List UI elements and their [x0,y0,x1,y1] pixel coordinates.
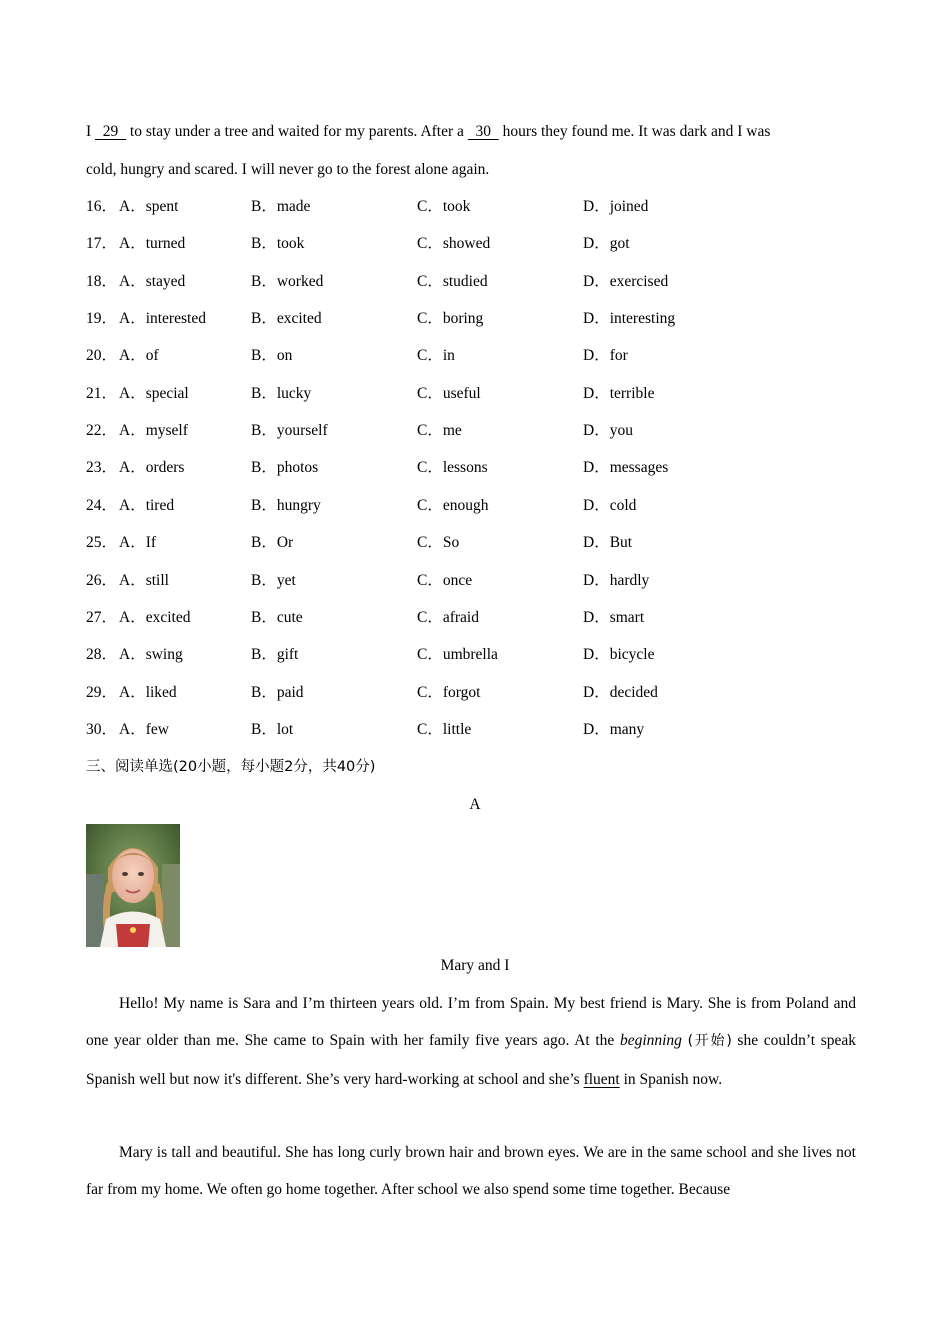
question-number: 16． [86,198,118,215]
option-b: B．gift [251,646,299,664]
option-b: B．paid [251,683,304,701]
option-b: B．excited [251,310,322,328]
question-number: 29． [86,683,118,701]
option-d: D．bicycle [583,646,655,664]
option-c: C．lessons [417,459,488,477]
paragraph-1: Hello! My name is Sara and I’m thirteen years old. I’m from Spain. My best friend is Mary. She is from Poland and one year older than me. She came to Spain with her family five years ago. At the beginning (开始) she couldn’t speak Spanish well but now it's different. She’s very hard-working at school and she’s fluent in Spanish now. [86,995,857,1088]
option-c: C．showed [417,235,491,253]
option-d: D．But [583,534,633,552]
question-number: 21． [86,384,118,402]
question-row [86,683,866,703]
option-b: B．worked [251,272,324,290]
question-number: 18． [86,272,118,290]
option-b: B．yet [251,571,296,589]
option-a: A．excited [119,608,191,626]
question-number: 20． [86,347,118,365]
option-d: D．cold [583,496,637,514]
section-title: 三、阅读单选(20小题，每小题2分，共40分) [86,759,376,775]
option-c: C．once [417,571,473,589]
question-row [86,346,866,366]
question-row [86,720,866,740]
question-number: 28． [86,646,118,664]
passage-label: A [469,796,481,813]
option-d: D．joined [583,198,649,215]
option-c: C．So [417,534,460,552]
question-row [86,571,866,591]
option-c: C．studied [417,272,488,290]
question-number: 27． [86,608,118,626]
underlined-word: fluent [583,1070,620,1088]
option-b: B．photos [251,459,319,477]
option-c: C．afraid [417,608,479,626]
option-a: A．of [119,347,159,365]
option-b: B．lot [251,720,294,738]
option-c: C．umbrella [417,646,498,664]
option-a: A．myself [119,422,188,440]
option-c: C．me [417,422,462,440]
text-segment: to stay under a tree and waited for my parents. After a [129,123,464,140]
option-b: B．Or [251,534,294,552]
option-d: D．got [583,235,630,253]
cloze-line-2: cold, hungry and scared. I will never go to the forest alone again. [86,161,490,178]
question-number: 24． [86,496,118,514]
option-d: D．many [583,720,645,738]
cloze-line-1 [86,122,770,142]
option-d: D．hardly [583,571,650,589]
option-b: B．made [251,198,311,215]
option-d: D．decided [583,683,658,701]
girl-portrait-image [86,824,180,947]
option-a: A．few [119,720,169,738]
question-number: 22． [86,422,118,440]
option-b: B．yourself [251,422,328,440]
question-number: 30． [86,720,118,738]
text-segment: hours they found me. It was dark and I was [502,123,771,140]
option-d: D．smart [583,608,645,626]
option-a: A．interested [119,310,206,328]
option-d: D．terrible [583,384,655,402]
question-number: 23． [86,459,118,477]
question-row [86,197,866,217]
blank-30: 30 [475,123,492,140]
question-row [86,533,866,553]
question-row [86,608,866,628]
option-d: D．exercised [583,272,669,290]
option-a: A．swing [119,646,183,664]
option-b: B．cute [251,608,303,626]
option-c: C．useful [417,384,481,402]
option-c: C．little [417,720,472,738]
question-number: 19． [86,310,118,328]
question-row [86,272,866,292]
question-row [86,384,866,404]
question-row [86,496,866,516]
option-c: C．enough [417,496,489,514]
question-row [86,421,866,441]
option-d: D．you [583,422,633,440]
option-c: C．forgot [417,683,481,701]
question-number: 25． [86,534,118,552]
question-row [86,645,866,665]
option-d: D．messages [583,459,669,477]
portrait-photo [86,824,180,947]
chinese-gloss: (开始) [687,1033,732,1050]
option-b: B．lucky [251,384,312,402]
blank-29: 29 [102,123,119,140]
emphasized-word: beginning [619,1032,682,1050]
option-b: B．hungry [251,496,321,514]
option-a: A．liked [119,683,177,701]
option-a: A．stayed [119,272,186,290]
question-number: 17． [86,235,118,253]
option-c: C．boring [417,310,484,328]
text-segment: I [86,123,92,140]
option-a: A．If [119,534,157,552]
passage-title: Mary and I [440,957,510,974]
option-a: A．spent [119,198,179,215]
option-a: A．still [119,571,169,589]
option-b: B．on [251,347,293,365]
question-row [86,309,866,329]
option-a: A．special [119,384,189,402]
question-row [86,458,866,478]
paragraph-2: Mary is tall and beautiful. She has long curly brown hair and brown eyes. We are in the same school and she lives not far from my home. We often go home together. After school we also spend some time together. Because [86,1144,856,1199]
question-row [86,234,866,254]
option-a: A．turned [119,235,186,253]
question-number: 26． [86,571,118,589]
option-c: C．took [417,198,471,215]
option-a: A．tired [119,496,175,514]
option-d: D．interesting [583,310,676,328]
option-a: A．orders [119,459,185,477]
option-b: B．took [251,235,305,253]
option-c: C．in [417,347,455,365]
option-d: D．for [583,347,628,365]
